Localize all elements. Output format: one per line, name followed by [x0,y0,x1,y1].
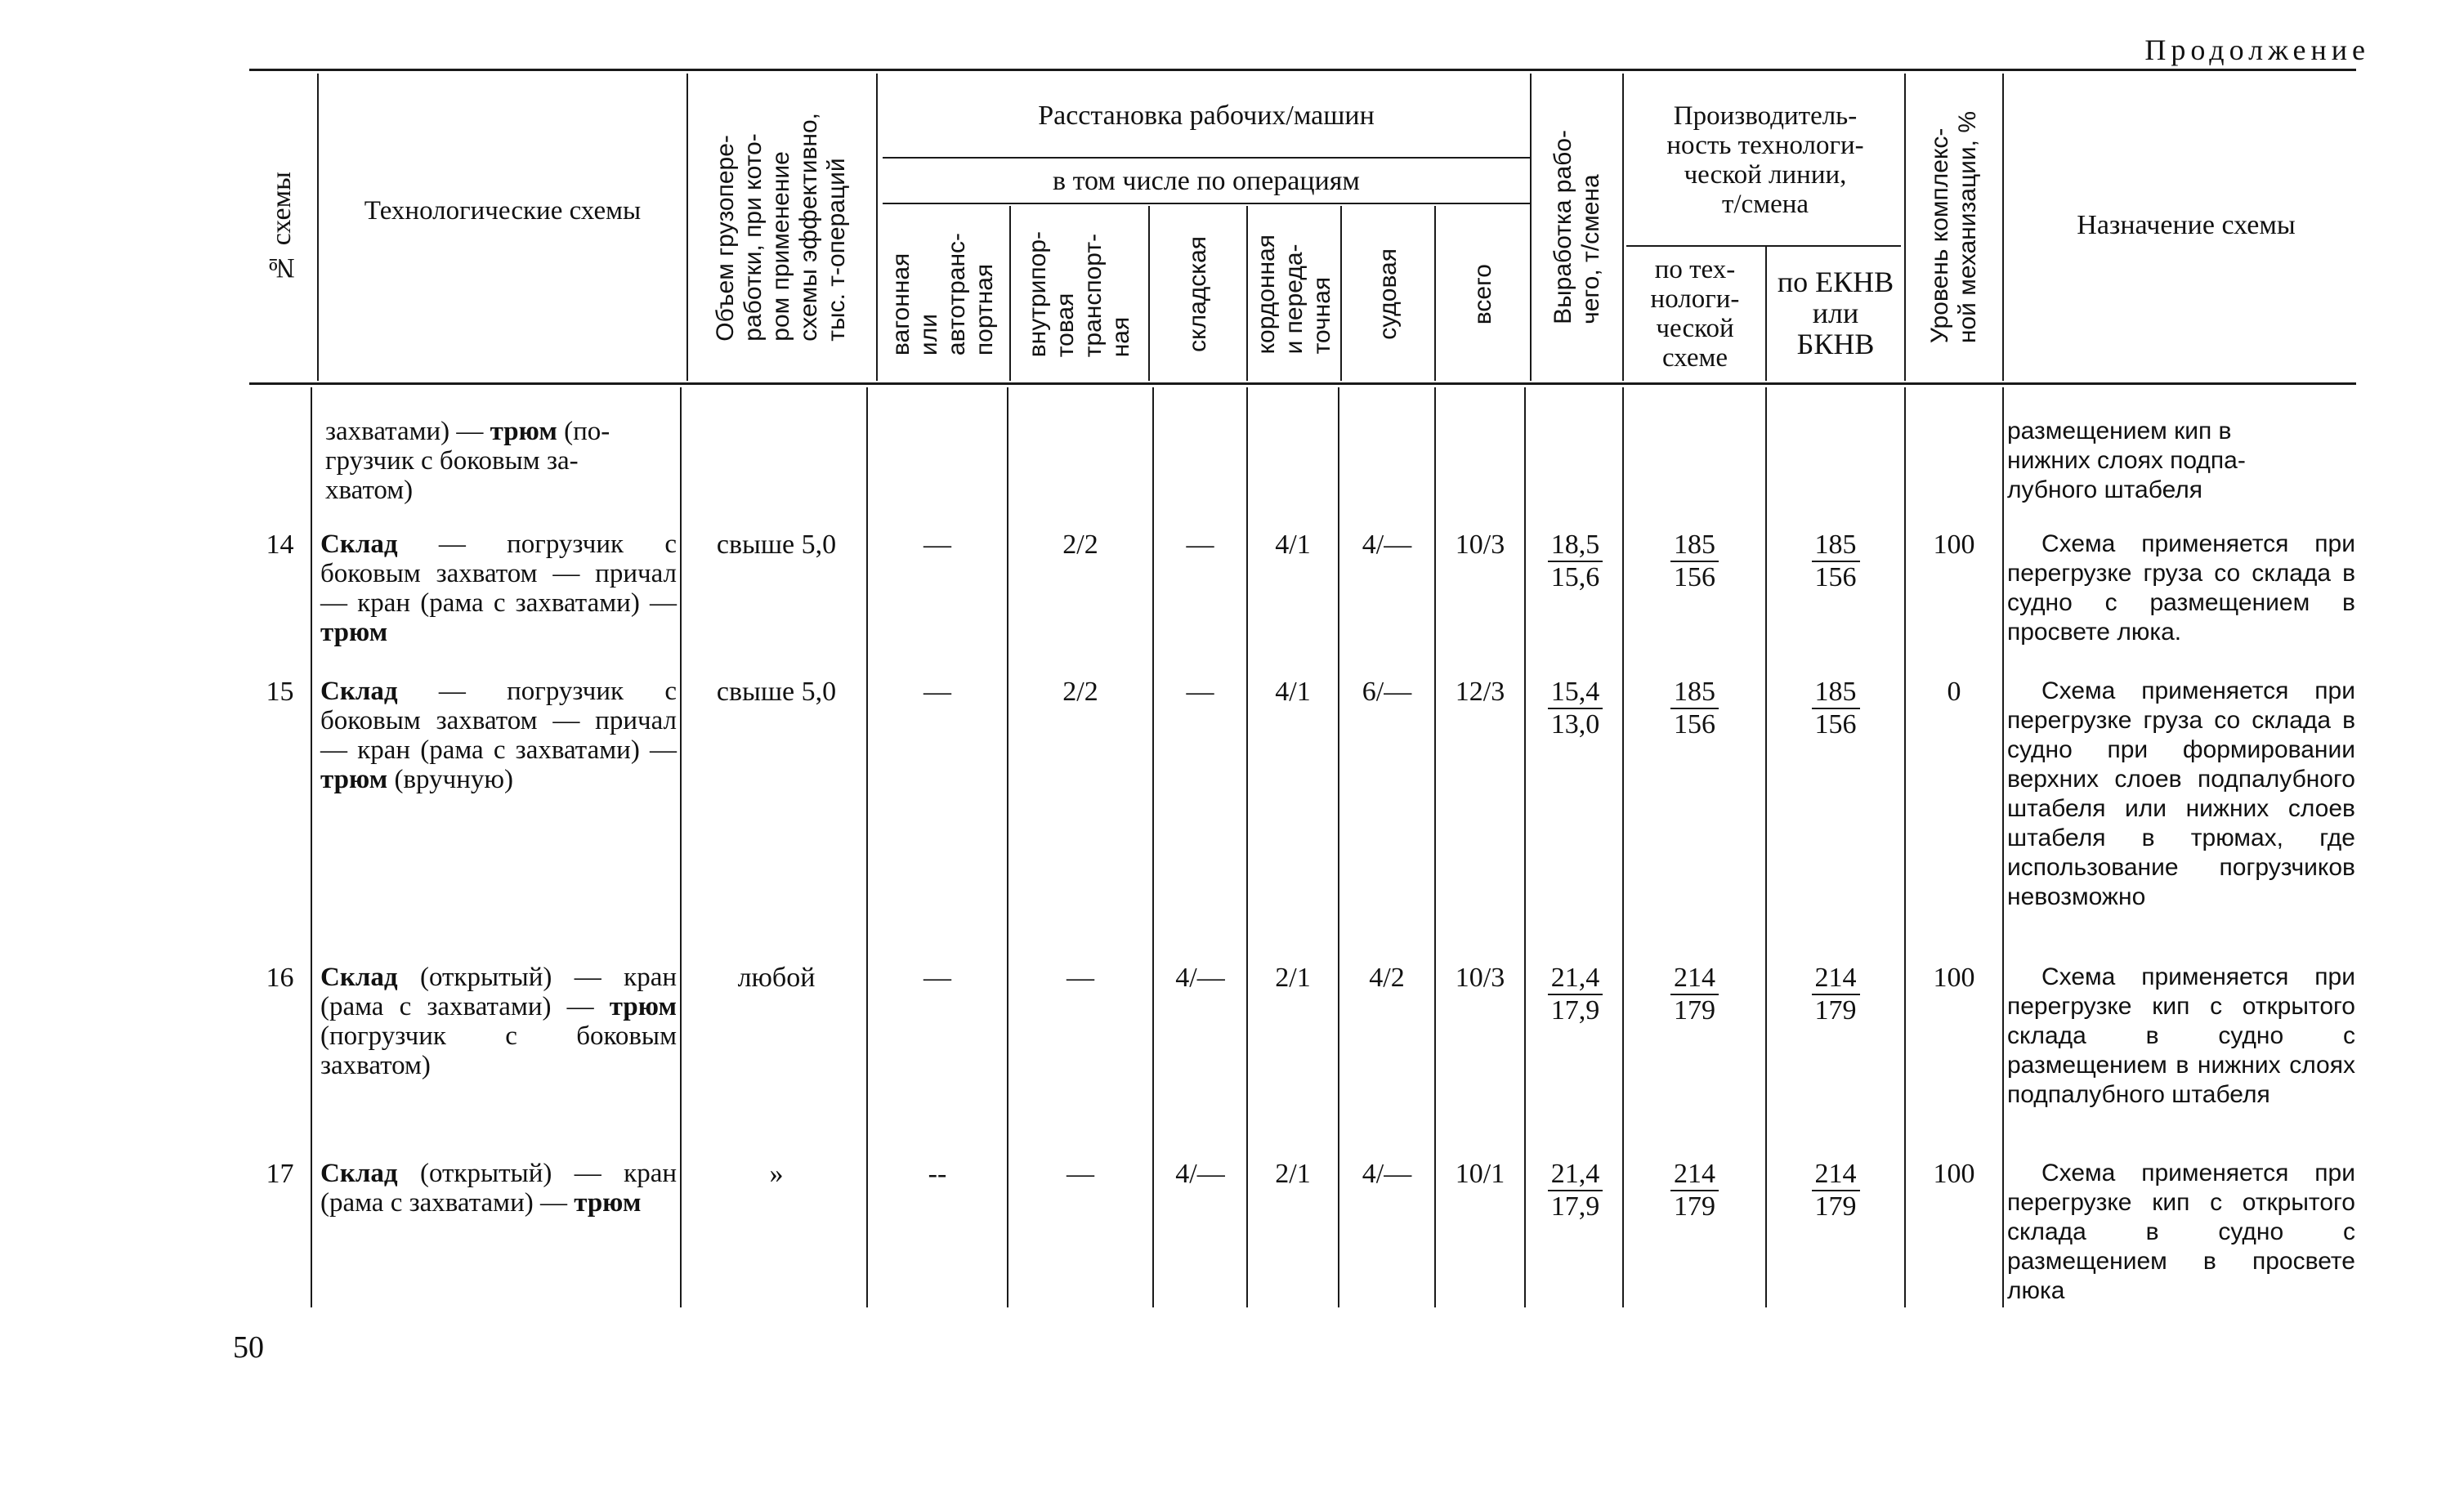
row-volume: » [769,1159,784,1189]
header-productivity: Производитель- ность технологи- ческой линии, т/смена [1666,101,1864,219]
header-volume: Объем грузопере- работки, при кото- ром применение схемы эффективно, тыс. т-операций [712,113,850,342]
header-op-cordon: кордонная и переда- точная [1252,234,1335,355]
body-rule-2 [680,387,682,1307]
col-rule-5 [1148,206,1150,381]
row-output [1528,963,1622,1026]
row-op-wagon: -- [928,1159,947,1189]
row-prod-eknv-fraction [1812,963,1860,1026]
row-op-warehouse: — [1186,530,1214,560]
row-op-internal: — [1067,963,1094,993]
header-scheme-no: № схемы [266,172,297,283]
productivity-sub-rule [1626,245,1901,247]
row-output [1528,1159,1622,1222]
row-prod-eknv-fraction [1812,677,1860,740]
row-prod-eknv-numerator: 214 [1812,963,1860,995]
header-by-scheme: по тех- нологи- ческой схеме [1650,255,1740,373]
row-prod-eknv [1767,1159,1904,1222]
row-prod-eknv [1767,963,1904,1026]
header-op-warehouse: складская [1184,236,1211,352]
row-prod-scheme [1624,530,1765,593]
row-mech-level: 100 [1933,963,1975,993]
row-op-ship: 4/2 [1369,963,1405,993]
operations-sub-rule [883,203,1530,204]
row-mech-level: 100 [1933,1159,1975,1189]
row-prod-scheme-fraction [1670,963,1719,1026]
row-scheme: Склад (открытый) — кран (рама с захватами) — трюм (погрузчик с боковым захватом) [320,963,677,1080]
row-purpose: Схема применяется при перегрузке кип с открытого склада в судно с размещением в нижних слоях подпалубного штабеля [2007,963,2355,1108]
row-prod-eknv [1767,677,1904,740]
row-prod-eknv-fraction [1812,1159,1860,1222]
header-by-operations: в том числе по операциям [1053,166,1360,196]
row-output [1528,530,1622,593]
header-bottom-rule [249,382,2356,385]
row-op-total: 10/1 [1455,1159,1505,1189]
page-number: 50 [233,1330,264,1365]
row-purpose: Схема применяется при перегрузке груза со склада в судно с размещением в просвете люка. [2007,530,2355,646]
row-prod-eknv-denominator: 156 [1814,709,1857,740]
col-rule-12 [1904,74,1906,381]
row-prod-scheme-denominator: 156 [1674,562,1715,592]
body-rule-9 [1524,387,1526,1307]
row-prod-scheme-numerator: 185 [1670,530,1719,562]
row-output-fraction [1548,1159,1603,1222]
col-rule-13 [2002,74,2004,381]
table-top-rule [249,69,2356,71]
row-prod-scheme-fraction [1670,677,1719,740]
row-prod-scheme [1624,677,1765,740]
row-volume: любой [737,963,816,993]
row-output-numerator: 18,5 [1548,530,1603,562]
placement-sub-rule [883,157,1530,159]
row-output-fraction [1548,530,1603,593]
row-op-total: 10/3 [1455,963,1505,993]
row-op-warehouse: 4/— [1175,963,1225,993]
col-rule-10 [1622,74,1624,381]
row-op-warehouse: 4/— [1175,1159,1225,1189]
row-prod-scheme [1624,1159,1765,1222]
row-volume: свыше 5,0 [716,677,837,707]
row-prod-eknv-denominator: 179 [1814,995,1857,1026]
row-op-ship: 4/— [1362,530,1412,560]
header-mech-level: Уровень комплекс- ной механизации, % [1926,110,1981,344]
row-op-warehouse: — [1186,677,1214,707]
row-output-numerator: 21,4 [1548,1159,1603,1191]
row-prod-eknv-numerator: 214 [1812,1159,1860,1191]
row-prod-scheme-numerator: 214 [1670,963,1719,995]
row-prod-scheme-denominator: 156 [1674,709,1715,740]
row-output [1528,677,1622,740]
row-prod-scheme-numerator: 214 [1670,1159,1719,1191]
header-placement: Расстановка рабочих/машин [1038,101,1375,131]
col-rule-6 [1246,206,1248,381]
col-rule-11 [1765,247,1767,381]
row-number: 16 [266,963,294,993]
carry-purpose: размещением кип в нижних слоях подпа- лубного штабеля [2007,418,2246,503]
row-scheme: Склад — погрузчик с боковым захватом — причал — кран (рама с захватами) — трюм [320,530,677,647]
header-op-wagon: вагонная или автотранс- портная [888,232,998,356]
carry-scheme: захватами) — трюм (по- грузчик с боковым за- хватом) [325,417,610,505]
col-rule-2 [686,74,688,381]
row-prod-scheme-denominator: 179 [1674,1191,1715,1222]
row-purpose: Схема применяется при перегрузке кип с открытого склада в судно с размещением в просвете люка [2007,1160,2355,1304]
row-number: 15 [266,677,294,707]
row-prod-scheme-fraction [1670,1159,1719,1222]
row-scheme: Склад — погрузчик с боковым захватом — причал — кран (рама с захватами) — трюм (вручную) [320,677,677,794]
row-mech-level: 0 [1947,677,1961,707]
row-output-fraction [1548,677,1603,740]
row-prod-scheme-denominator: 179 [1674,995,1715,1026]
row-output-denominator: 13,0 [1550,709,1600,740]
row-prod-eknv-fraction [1812,530,1860,593]
row-prod-scheme-fraction [1670,530,1719,593]
row-mech-level: 100 [1933,530,1975,560]
row-number: 17 [266,1159,294,1189]
col-rule-4 [1009,206,1011,381]
header-op-internal: внутрипор- товая транспорт- ная [1024,230,1134,358]
row-volume: свыше 5,0 [716,530,837,560]
col-rule-8 [1434,206,1436,381]
body-rule-13 [2002,387,2004,1307]
row-op-wagon: — [923,963,951,993]
header-purpose: Назначение схемы [2077,210,2296,240]
col-rule-7 [1340,206,1342,381]
row-op-wagon: — [923,677,951,707]
row-op-internal: 2/2 [1062,530,1098,560]
row-output-denominator: 17,9 [1550,1191,1600,1222]
row-op-cordon: 4/1 [1275,530,1311,560]
row-op-total: 12/3 [1455,677,1505,707]
row-prod-eknv [1767,530,1904,593]
row-op-cordon: 2/1 [1275,963,1311,993]
row-op-ship: 4/— [1362,1159,1412,1189]
row-output-denominator: 17,9 [1550,995,1600,1026]
row-op-cordon: 2/1 [1275,1159,1311,1189]
row-prod-eknv-numerator: 185 [1812,530,1860,562]
header-tech-schemes: Технологические схемы [364,196,642,226]
header-by-eknv: по ЕКНВ или БКНВ [1777,266,1894,360]
row-output-fraction [1548,963,1603,1026]
row-output-numerator: 21,4 [1548,963,1603,995]
row-output-numerator: 15,4 [1548,677,1603,709]
row-purpose: Схема применяется при перегрузке груза со склада в судно при формировании верхних слоев подпалубного штабеля или нижних слоев штабеля в трюмах, где использование погрузчиков невозможно [2007,677,2355,910]
continuation-label: Продолжение [2144,34,2370,66]
row-prod-eknv-numerator: 185 [1812,677,1860,709]
row-op-wagon: — [923,530,951,560]
body-rule-1 [311,387,312,1307]
row-prod-eknv-denominator: 179 [1814,1191,1857,1222]
row-prod-scheme [1624,963,1765,1026]
col-rule-9 [1530,74,1532,381]
header-op-ship: судовая [1374,248,1402,340]
row-output-denominator: 15,6 [1550,562,1600,592]
row-op-cordon: 4/1 [1275,677,1311,707]
row-op-total: 10/3 [1455,530,1505,560]
row-scheme: Склад (открытый) — кран (рама с захватами) — трюм [320,1159,677,1218]
row-prod-scheme-numerator: 185 [1670,677,1719,709]
row-op-internal: — [1067,1159,1094,1189]
row-op-ship: 6/— [1362,677,1412,707]
col-rule-1 [317,74,319,381]
row-number: 14 [266,530,294,560]
header-op-total: всего [1469,263,1496,325]
row-op-internal: 2/2 [1062,677,1098,707]
col-rule-3 [876,74,878,381]
row-prod-eknv-denominator: 156 [1814,562,1857,592]
header-output: Выработка рабо- чего, т/смена [1549,130,1604,324]
